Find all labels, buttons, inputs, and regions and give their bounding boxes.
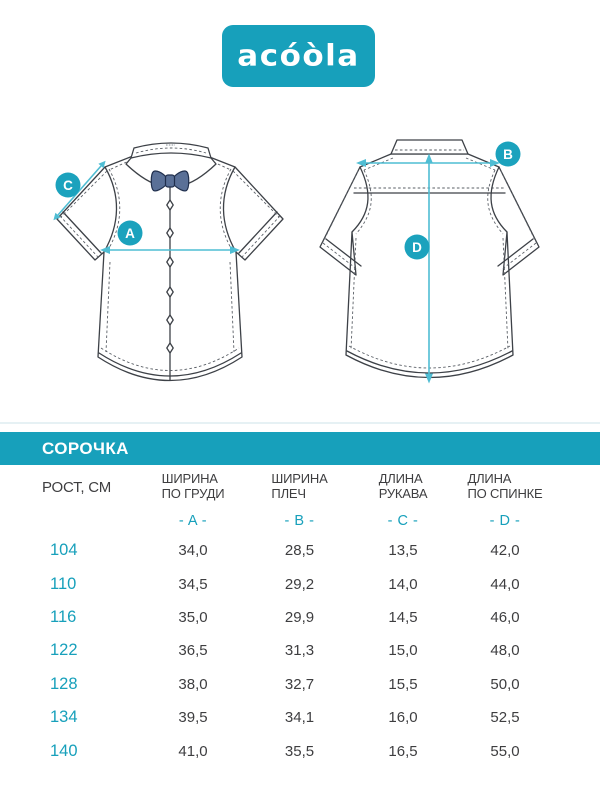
- size-table: [0, 466, 600, 768]
- row-height: 128: [50, 674, 78, 693]
- table-row: [0, 634, 600, 667]
- row-value: 41,0: [178, 742, 208, 760]
- row-value: 38,0: [178, 675, 208, 693]
- table-row: [0, 668, 600, 701]
- row-value: 32,7: [284, 675, 315, 693]
- row-value: 39,5: [178, 709, 208, 727]
- row-value: 28,5: [284, 542, 315, 560]
- row-height: 104: [50, 541, 78, 560]
- row-value: 50,0: [490, 675, 520, 693]
- row-value: 15,5: [388, 675, 418, 693]
- column-letter-d: - D -: [489, 513, 521, 529]
- row-value: 34,1: [284, 709, 315, 727]
- column-letter-a: - A -: [178, 513, 208, 529]
- row-height: 140: [50, 741, 78, 760]
- row-value: 16,0: [388, 709, 418, 727]
- table-row: [0, 534, 600, 567]
- brand-logo-text: acóòla: [237, 38, 360, 74]
- row-height: 116: [50, 607, 77, 626]
- size-table-header: [0, 466, 600, 508]
- row-height: 122: [50, 641, 78, 660]
- row-height: 134: [50, 708, 78, 727]
- row-header-label: РОСТ, СМ: [42, 478, 112, 496]
- table-row: [0, 701, 600, 734]
- row-value: 29,9: [284, 608, 315, 626]
- size-table-letter-row: [0, 508, 600, 534]
- measure-letter-b: B: [503, 146, 513, 162]
- row-value: 52,5: [490, 709, 520, 727]
- table-row: [0, 601, 600, 634]
- row-value: 55,0: [490, 742, 520, 760]
- measure-letter-a: A: [125, 225, 135, 241]
- row-value: 44,0: [490, 575, 520, 593]
- title-band: [0, 432, 600, 465]
- size-table-body: [0, 534, 600, 768]
- shirt-front-diagram: [30, 112, 310, 412]
- column-letter-b: - B -: [284, 513, 315, 529]
- row-value: 15,0: [388, 642, 418, 660]
- row-value: 34,0: [178, 542, 208, 560]
- row-value: 35,5: [284, 742, 315, 760]
- row-value: 29,2: [284, 575, 315, 593]
- table-row: [0, 567, 600, 600]
- measure-letter-d: D: [412, 239, 422, 255]
- row-value: 46,0: [490, 608, 520, 626]
- row-value: 13,5: [388, 542, 418, 560]
- measure-letter-c: C: [63, 177, 73, 193]
- row-value: 31,3: [284, 642, 315, 660]
- row-value: 36,5: [178, 642, 208, 660]
- row-value: 48,0: [490, 642, 520, 660]
- column-header-sleeve: ДЛИНА РУКАВА: [378, 471, 428, 501]
- brand-logo: [222, 25, 375, 87]
- row-value: 16,5: [388, 742, 418, 760]
- row-value: 35,0: [178, 608, 208, 626]
- separator-line: [0, 422, 600, 424]
- row-value: 34,5: [178, 575, 208, 593]
- page-title: СОРОЧКА: [42, 438, 129, 458]
- column-letter-c: - C -: [387, 513, 419, 529]
- row-value: 14,5: [388, 608, 418, 626]
- table-row: [0, 734, 600, 767]
- row-value: 14,0: [388, 575, 418, 593]
- row-height: 110: [50, 574, 77, 593]
- column-header-back-length: ДЛИНА ПО СПИНКЕ: [467, 471, 543, 501]
- column-header-chest: ШИРИНА ПО ГРУДИ: [161, 471, 225, 501]
- column-header-shoulders: ШИРИНА ПЛЕЧ: [271, 471, 328, 501]
- row-value: 42,0: [490, 542, 520, 560]
- shirt-back-diagram: [310, 112, 590, 412]
